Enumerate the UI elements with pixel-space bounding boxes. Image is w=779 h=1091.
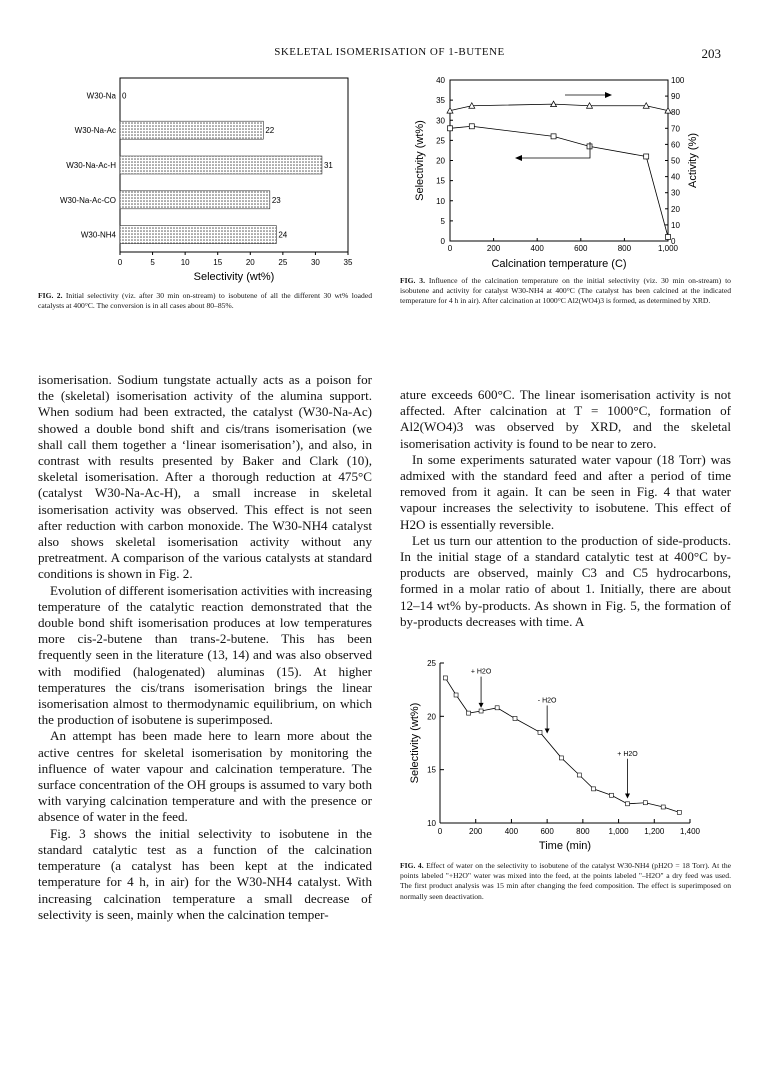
y-tick-label: 15 xyxy=(427,765,436,775)
category-label: W30-Na-Ac-CO xyxy=(59,195,116,205)
paragraph: Evolution of different isomerisation activities with increasing temperature of the catalytic reaction demonstrated that the double bond shift isomerisation produces at low temperatures more cis-2-butene than trans-2-butene. This has been frequently seen in the literature (13, 14) and was also observed with modified (halogenated) aluminas (15). At higher temperatures the cis/trans isomerisation brings the linear isomerisation almost to thermodynamic equilibrium, on which the production of isobutene is superimposed. xyxy=(38,582,372,728)
paragraph: An attempt has been made here to learn more about the active centres for skeletal isomerisation by monitoring the influence of water vapour and calcination temperature. The surface concentration of the OH groups is assumed to vary both with varying calcination temperature and with the presence or absence of water in the feed. xyxy=(38,728,372,825)
category-label: W30-NH4 xyxy=(80,230,116,240)
x-tick-label: 1,000 xyxy=(608,827,629,836)
left-column-text xyxy=(38,372,372,923)
data-point xyxy=(609,793,613,797)
fig4-line-chart xyxy=(400,658,730,858)
arrow-head xyxy=(479,703,484,708)
data-point xyxy=(513,716,517,720)
x-tick-label: 200 xyxy=(469,827,483,836)
x-axis-label: Selectivity (wt%) xyxy=(193,271,275,283)
y2-tick-label: 50 xyxy=(671,156,680,166)
fig3-caption xyxy=(400,276,731,307)
y-tick-label: 10 xyxy=(436,196,445,206)
bar-value-label: 31 xyxy=(323,161,333,170)
y2-tick-label: 100 xyxy=(671,76,685,85)
x-tick-label: 1,000 xyxy=(657,244,679,253)
x-axis-label: Time (min) xyxy=(538,840,592,852)
y2-tick-label: 0 xyxy=(671,237,676,246)
series-line xyxy=(445,678,679,812)
x-tick-label: 1,200 xyxy=(644,827,665,836)
bar-value-label: 22 xyxy=(265,126,275,136)
x-axis-label: Calcination temperature (C) xyxy=(491,258,627,270)
data-point xyxy=(538,730,542,734)
fig2-caption-text: Initial selectivity (viz. after 30 min on-stream) to isobutene of all the different 30 wt% loaded catalysts at 400°C. The conversion is in all cases about 80–85%. xyxy=(38,291,373,311)
water-annotation: - H2O xyxy=(537,697,557,705)
running-title: SKELETAL ISOMERISATION OF 1-BUTENE xyxy=(274,46,505,58)
paragraph: Fig. 3 shows the initial selectivity to isobutene in the standard catalytic test as a function of the calcination temperature (a catalyst has been kept at the indicated temperature for 4 h, in air) for the W30-NH4 catalyst. With increasing calcination temperature a small decrease of selectivity is seen, mainly when the calcination temper- xyxy=(38,825,372,922)
arrow-head xyxy=(545,728,550,733)
y2-axis-label: Activity (%) xyxy=(687,133,699,188)
bar-value-label: 24 xyxy=(278,230,288,240)
y-tick-label: 20 xyxy=(436,156,445,166)
x-tick-label: 800 xyxy=(576,827,590,836)
y-tick-label: 5 xyxy=(440,216,445,226)
data-point xyxy=(592,787,596,791)
fig2-caption-label: FIG. 2. xyxy=(38,291,63,300)
bar xyxy=(120,156,322,174)
y-tick-label: 0 xyxy=(440,237,445,246)
bar xyxy=(120,191,270,209)
right-column-text xyxy=(400,387,731,630)
selectivity-point xyxy=(551,134,556,139)
paragraph: Let us turn our attention to the production of side-products. In the initial stage of a standard catalytic test at 400°C by-products are observed, mainly C3 and C5 hydrocarbons, formed in a molar ratio of about 1. Initially, there are about 12–14 wt% by-products. As shown in Fig. 5, the formation of by-products decreases with time. A xyxy=(400,532,731,629)
x-tick-label: 400 xyxy=(530,244,544,253)
x-tick-label: 35 xyxy=(343,258,353,267)
x-tick-label: 15 xyxy=(213,258,223,267)
y-tick-label: 15 xyxy=(436,176,445,186)
data-point xyxy=(454,693,458,697)
paragraph: In some experiments saturated water vapour (18 Torr) was admixed with the standard feed and after a period of time removed from it again. It can be seen in Fig. 4 that water vapour increases the selectivity to isobutene. This effect of H2O is essentially reversible. xyxy=(400,451,731,532)
fig2-caption xyxy=(38,291,372,311)
series-line xyxy=(450,104,668,110)
y-tick-label: 25 xyxy=(436,136,445,146)
data-point xyxy=(467,711,471,715)
arrow-head xyxy=(515,155,522,161)
fig2-bar-chart xyxy=(38,74,373,286)
paragraph: ature exceeds 600°C. The linear isomerisation activity is not affected. After calcination at T = 1000°C, formation of Al2(WO4)3 was observed by XRD, and the skeletal isomerisation activity is found to be near to zero. xyxy=(400,387,731,451)
arrow-head xyxy=(605,92,612,98)
data-point xyxy=(443,676,447,680)
bar xyxy=(120,226,276,244)
water-annotation: + H2O xyxy=(617,750,638,758)
selectivity-point xyxy=(644,154,649,159)
selectivity-point xyxy=(666,234,671,239)
arrow-head xyxy=(625,794,630,799)
x-tick-label: 600 xyxy=(540,827,554,836)
y2-tick-label: 70 xyxy=(671,124,680,134)
x-tick-label: 5 xyxy=(150,258,155,267)
axis-arrow xyxy=(522,142,590,158)
water-annotation: + H2O xyxy=(470,668,492,676)
page-number: 203 xyxy=(701,46,721,61)
fig4-caption-text: Effect of water on the selectivity to isobutene of the catalyst W30-NH4 (pH2O = 18 Torr). At the points labeled "+H2O" water was mixed into the feed, at the points labeled "–H2O" a dry feed was used. The first product analysis was 15 min after changing the feed composition. The effect is superimposed on normally seen deactivation. xyxy=(400,861,732,901)
x-tick-label: 0 xyxy=(437,827,443,836)
y2-tick-label: 30 xyxy=(671,188,680,198)
category-label: W30-Na-Ac xyxy=(74,126,116,136)
data-point xyxy=(626,802,630,806)
x-tick-label: 800 xyxy=(617,244,632,253)
data-point xyxy=(643,801,647,805)
fig3-line-chart xyxy=(400,70,730,270)
fig3-caption-text: Influence of the calcination temperature on the initial selectivity (viz. 30 min on-stream) to isobutene and activity for catalyst W30-NH4 at 400°C (The catalyst has been calcined at the indicated temperature for 4 h in air). After calcination at 1000°C Al2(WO4)3 is formed, as determined by XRD. xyxy=(400,276,731,306)
series-line xyxy=(450,126,668,237)
y-tick-label: 35 xyxy=(436,96,445,106)
fig4-caption-label: FIG. 4. xyxy=(400,861,424,870)
data-point xyxy=(559,756,563,760)
y-axis-label: Selectivity (wt%) xyxy=(409,702,421,784)
y2-tick-label: 90 xyxy=(671,92,680,102)
selectivity-point xyxy=(448,126,453,131)
bar-value-label: 23 xyxy=(271,195,281,205)
y2-tick-label: 10 xyxy=(671,220,680,230)
x-tick-label: 200 xyxy=(486,244,501,253)
x-tick-label: 600 xyxy=(574,244,588,253)
data-point xyxy=(661,805,665,809)
data-point xyxy=(495,706,499,710)
y2-tick-label: 80 xyxy=(671,108,680,118)
y-tick-label: 30 xyxy=(436,116,445,126)
x-tick-label: 0 xyxy=(447,244,453,253)
y-tick-label: 20 xyxy=(427,712,436,722)
category-label: W30-Na xyxy=(86,91,116,101)
selectivity-point xyxy=(587,144,592,149)
x-tick-label: 400 xyxy=(504,827,519,836)
x-tick-label: 10 xyxy=(180,258,190,267)
category-label: W30-Na-Ac-H xyxy=(66,161,116,170)
x-tick-label: 0 xyxy=(117,258,123,267)
x-tick-label: 20 xyxy=(245,258,255,267)
fig4-caption xyxy=(400,861,731,902)
selectivity-point xyxy=(469,124,474,129)
y-tick-label: 10 xyxy=(427,819,436,828)
bar-value-label: 0 xyxy=(122,91,127,101)
data-point xyxy=(479,709,483,713)
fig3-caption-label: FIG. 3. xyxy=(400,276,425,285)
x-tick-label: 1,400 xyxy=(679,827,701,836)
y-tick-label: 40 xyxy=(436,76,445,85)
y2-tick-label: 20 xyxy=(671,204,680,214)
bar xyxy=(120,121,263,139)
y2-tick-label: 60 xyxy=(671,140,680,150)
data-point xyxy=(677,810,681,814)
x-tick-label: 30 xyxy=(310,258,320,267)
data-point xyxy=(577,773,581,777)
y-tick-label: 25 xyxy=(427,659,436,668)
x-tick-label: 25 xyxy=(278,258,288,267)
y2-tick-label: 40 xyxy=(671,172,680,182)
y-axis-label: Selectivity (wt%) xyxy=(414,120,426,201)
paragraph: isomerisation. Sodium tungstate actually acts as a poison for the (skeletal) isomerisation activity of the alumina support. When sodium had been extracted, the catalyst (W30-Na-Ac) showed a double bond shift and cis/trans isomerisation (we shall call them together a ‘linear isomerisation’), and also, in contrast with results presented by Baker and Clark (10), skeletal isomerisation. After a thorough reduction at 475°C (catalyst W30-Na-Ac-H), a small increase in skeletal isomerisation activity was observed. This effect is not seen after reduction with carbon monoxide. The W30-NH4 catalyst also shows skeletal isomerisation activity without any pretreatment. A comparison of the various catalysts at standard conditions is shown in Fig. 2. xyxy=(38,372,372,582)
